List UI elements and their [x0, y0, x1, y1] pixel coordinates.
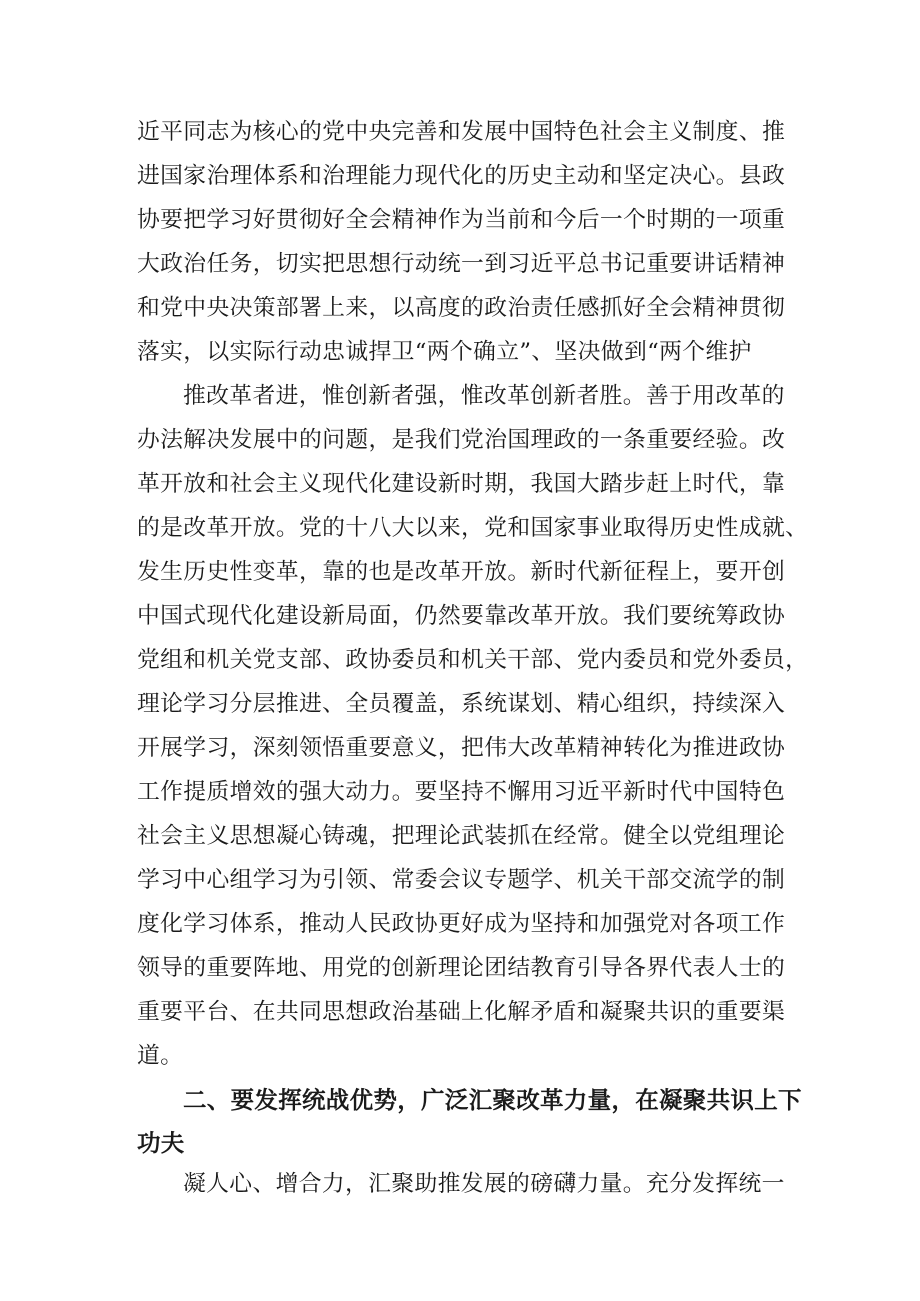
- paragraph-1-line-1: 近平同志为核心的党中央完善和发展中国特色社会主义制度、推: [137, 119, 786, 145]
- section-heading-line-1: 二、要发挥统战优势，广泛汇聚改革力量，在凝聚共识上下: [183, 1086, 802, 1114]
- paragraph-1-line-6: 落实，以实际行动忠诚捍卫“两个确立”、坚决做到“两个维护: [137, 339, 752, 365]
- paragraph-2-line-13: 度化学习体系，推动人民政协更好成为坚持和加强党对各项工作: [137, 911, 786, 937]
- paragraph-2-line-5: 发生历史性变革，靠的也是改革开放。新时代新征程上，要开创: [137, 559, 786, 585]
- paragraph-1-line-5: 和党中央决策部署上来，以高度的政治责任感抓好全会精神贯彻: [137, 295, 786, 321]
- paragraph-3-line-1: 凝人心、增合力，汇聚助推发展的磅礴力量。充分发挥统一: [183, 1171, 785, 1197]
- paragraph-2-line-9: 开展学习，深刻领悟重要意义，把伟大改革精神转化为推进政协: [137, 735, 786, 761]
- paragraph-2-line-7: 党组和机关党支部、政协委员和机关干部、党内委员和党外委员，: [137, 647, 809, 673]
- paragraph-1-line-4: 大政治任务，切实把思想行动统一到习近平总书记重要讲话精神: [137, 251, 786, 277]
- paragraph-2-line-8: 理论学习分层推进、全员覆盖，系统谋划、精心组织，持续深入: [137, 691, 786, 717]
- paragraph-1-line-3: 协要把学习好贯彻好全会精神作为当前和今后一个时期的一项重: [137, 207, 786, 233]
- paragraph-2-line-10: 工作提质增效的强大动力。要坚持不懈用习近平新时代中国特色: [137, 779, 786, 805]
- paragraph-2-line-1: 推改革者进，惟创新者强，惟改革创新者胜。善于用改革的: [183, 383, 785, 409]
- paragraph-2-line-11: 社会主义思想凝心铸魂，把理论武装抓在经常。健全以党组理论: [137, 823, 786, 849]
- paragraph-2-line-12: 学习中心组学习为引领、常委会议专题学、机关干部交流学的制: [137, 867, 786, 893]
- paragraph-2-line-16: 道。: [137, 1043, 184, 1069]
- paragraph-2-line-3: 革开放和社会主义现代化建设新时期，我国大踏步赶上时代，靠: [137, 471, 786, 497]
- paragraph-1-line-2: 进国家治理体系和治理能力现代化的历史主动和坚定决心。县政: [137, 163, 786, 189]
- paragraph-2-line-14: 领导的重要阵地、用党的创新理论团结教育引导各界代表人士的: [137, 955, 786, 981]
- section-heading-line-2: 功夫: [137, 1129, 185, 1157]
- paragraph-2-line-15: 重要平台、在共同思想政治基础上化解矛盾和凝聚共识的重要渠: [137, 999, 786, 1025]
- paragraph-2-line-6: 中国式现代化建设新局面，仍然要靠改革开放。我们要统筹政协: [137, 603, 786, 629]
- paragraph-2-line-2: 办法解决发展中的问题，是我们党治国理政的一条重要经验。改: [137, 427, 786, 453]
- paragraph-2-line-4: 的是改革开放。党的十八大以来，党和国家事业取得历史性成就、: [137, 515, 809, 541]
